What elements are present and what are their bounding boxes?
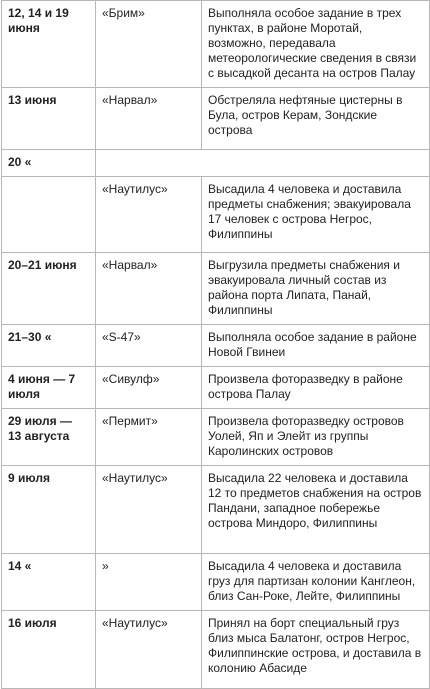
action-cell: Выгрузила предметы снабжения и эвакуировала личный состав из района порта Липата, Панай, Филиппины bbox=[202, 253, 430, 325]
action-cell: Выполняла особое задание в трех пунктах, в районе Моротай, возможно, передавала метеорологические сведения в связи с высадкой десанта на остров Палау bbox=[202, 1, 430, 88]
submarine-cell: «Пермит» bbox=[96, 409, 202, 466]
submarine-cell: «Наутилус» bbox=[96, 611, 202, 689]
action-cell: Произвела фоторазведку в районе острова Палау bbox=[202, 367, 430, 409]
table-row bbox=[2, 150, 430, 177]
date-cell: 21–30 « bbox=[2, 325, 96, 367]
action-cell: Выполняла особое задание в районе Новой Гвинеи bbox=[202, 325, 430, 367]
date-cell: 20–21 июня bbox=[2, 253, 96, 325]
submarine-cell: «Наутилус» bbox=[96, 466, 202, 554]
date-cell: 29 июля — 13 августа bbox=[2, 409, 96, 466]
action-cell: Высадила 4 человека и доставила груз для партизан колонии Канглеон, близ Сан-Роке, Лейте, Филиппины bbox=[202, 554, 430, 611]
date-cell: 12, 14 и 19 июня bbox=[2, 1, 96, 88]
operations-table bbox=[1, 0, 430, 689]
table-row bbox=[2, 253, 430, 325]
action-cell: Произвела фоторазведку островов Уолей, Яп и Элейт из группы Каролинских островов bbox=[202, 409, 430, 466]
date-cell: 16 июля bbox=[2, 611, 96, 689]
table-row bbox=[2, 466, 430, 554]
date-cell: 20 « bbox=[2, 150, 96, 177]
submarine-cell: «Сивулф» bbox=[96, 367, 202, 409]
table-row bbox=[2, 177, 430, 253]
table-row bbox=[2, 1, 430, 88]
submarine-cell: «S-47» bbox=[96, 325, 202, 367]
table-row bbox=[2, 325, 430, 367]
table-row bbox=[2, 88, 430, 150]
table-row bbox=[2, 409, 430, 466]
submarine-cell: «Наутилус» bbox=[96, 177, 202, 253]
submarine-cell: «Нарвал» bbox=[96, 88, 202, 150]
empty-date-cell bbox=[2, 177, 96, 253]
action-cell: Высадила 4 человека и доставила предметы снабжения; эвакуировала 17 человек с острова Негрос, Филиппины bbox=[202, 177, 430, 253]
date-cell: 4 июня — 7 июля bbox=[2, 367, 96, 409]
table-row bbox=[2, 611, 430, 689]
table-row bbox=[2, 554, 430, 611]
action-cell: Высадила 22 человека и доставила 12 то предметов снабжения на остров Пандани, западное побережье острова Миндоро, Филиппины bbox=[202, 466, 430, 554]
date-cell: 13 июня bbox=[2, 88, 96, 150]
action-cell: Обстреляла нефтяные цистерны в Була, остров Керам, Зондские острова bbox=[202, 88, 430, 150]
table-row bbox=[2, 367, 430, 409]
action-cell: Принял на борт специальный груз близ мыса Балатонг, остров Негрос, Филиппинские острова, и доставила в колонию Абасиде bbox=[202, 611, 430, 689]
submarine-cell: «Брим» bbox=[96, 1, 202, 88]
submarine-cell: » bbox=[96, 554, 202, 611]
empty-cell bbox=[96, 150, 430, 177]
submarine-cell: «Нарвал» bbox=[96, 253, 202, 325]
date-cell: 9 июля bbox=[2, 466, 96, 554]
date-cell: 14 « bbox=[2, 554, 96, 611]
